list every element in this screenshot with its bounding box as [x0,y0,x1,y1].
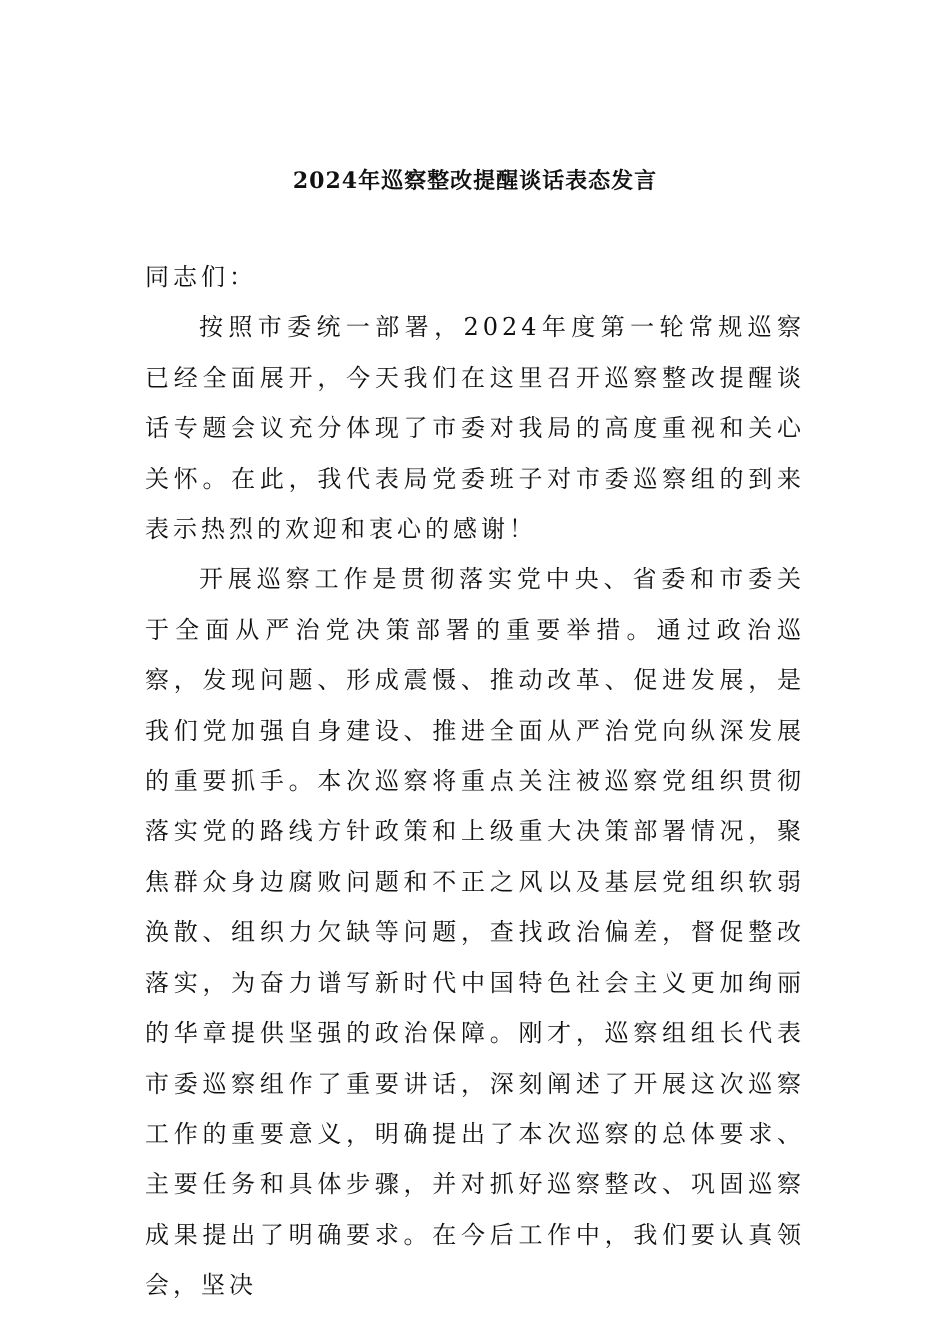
document-body [145,252,805,1311]
salutation: 同志们： [145,263,257,291]
document-title: 2024年巡察整改提醒谈话表态发言 [292,168,658,194]
paragraph-1: 按照市委统一部署，2024年度第一轮常规巡察已经全面展开，今天我们在这里召开巡察整改提醒谈话专题会议充分体现了市委对我局的高度重视和关心关怀。在此，我代表局党委班子对市委巡察组的到来表示热烈的欢迎和衷心的感谢！ [145,313,805,544]
paragraph-2: 开展巡察工作是贯彻落实党中央、省委和市委关于全面从严治党决策部署的重要举措。通过政治巡察，发现问题、形成震慑、推动改革、促进发展，是我们党加强自身建设、推进全面从严治党向纵深发展的重要抓手。本次巡察将重点关注被巡察党组织贯彻落实党的路线方针政策和上级重大决策部署情况，聚焦群众身边腐败问题和不正之风以及基层党组织软弱涣散、组织力欠缺等问题，查找政治偏差，督促整改落实，为奋力谱写新时代中国特色社会主义更加绚丽的华章提供坚强的政治保障。刚才，巡察组组长代表市委巡察组作了重要讲话，深刻阐述了开展这次巡察工作的重要意义，明确提出了本次巡察的总体要求、主要任务和具体步骤，并对抓好巡察整改、巩固巡察成果提出了明确要求。在今后工作中，我们要认真领会，坚决 [145,565,805,1300]
